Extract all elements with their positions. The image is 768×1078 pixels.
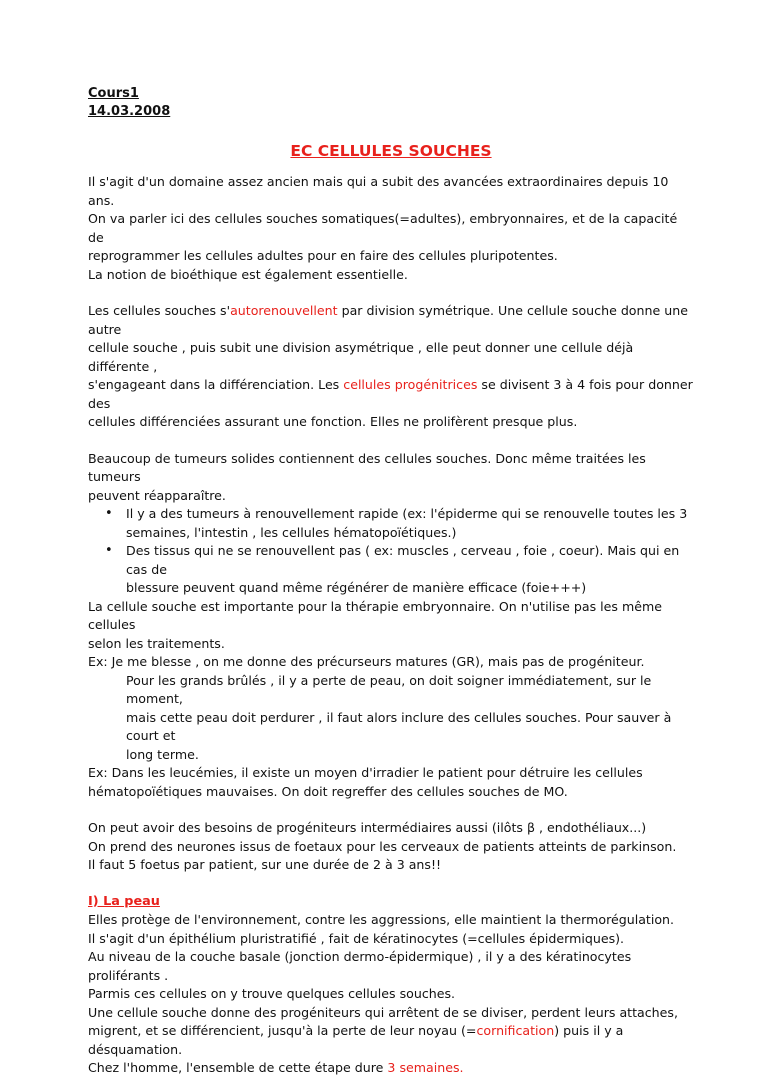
- text-line: Il s'agit d'un épithélium pluristratifié , fait de kératinocytes (=cellules épidermiques).: [88, 930, 625, 946]
- text-span: migrent, et se différencient, jusqu'à la perte de leur noyau (=: [88, 1023, 477, 1038]
- text-line: On va parler ici des cellules souches somatiques(=adultes), embryonnaires, et de la capacité de: [88, 211, 678, 245]
- text-line: La cellule souche est importante pour la thérapie embryonnaire. On n'utilise pas les même cellules: [88, 598, 663, 632]
- text-line: Il faut 5 foetus par patient, sur une durée de 2 à 3 ans!!: [88, 857, 442, 872]
- intro-paragraph: [88, 173, 694, 284]
- text-line: peuvent réapparaître.: [88, 487, 226, 503]
- text-span: Des tissus qui ne se renouvellent pas ( ex: muscles , cerveau , foie , coeur). Mais qui en cas de: [126, 543, 680, 577]
- text-line: hématopoïétiques mauvaises. On doit regreffer des cellules souches de MO.: [88, 783, 568, 799]
- text-line: Ex: Je me blesse , on me donne des précurseurs matures (GR), mais pas de progéniteur.: [88, 654, 645, 669]
- stem-cell-paragraph: [88, 302, 694, 432]
- text-span: par division symétrique. Une cellule souche donne une autre: [88, 303, 688, 337]
- text-line: selon les traitements.: [88, 635, 225, 651]
- progenitor-paragraph: [88, 819, 694, 875]
- text-line: On prend des neurones issus de foetaux pour les cerveaux de patients atteints de parkinson.: [88, 838, 677, 854]
- highlight-term: 3 semaines.: [387, 1060, 464, 1075]
- text-line: cellules différenciées assurant une fonction. Elles ne prolifèrent presque plus.: [88, 414, 578, 429]
- text-line: cellule souche , puis subit une division asymétrique , elle peut donner une cellule déjà différente ,: [88, 340, 634, 374]
- text-span: s'engageant dans la différenciation. Les: [88, 377, 344, 392]
- text-line: Ex: Dans les leucémies, il existe un moyen d'irradier le patient pour détruire les cellules: [88, 765, 643, 780]
- bullet-list: [88, 505, 694, 598]
- text-span: Chez l'homme, l'ensemble de cette étape dure: [88, 1060, 388, 1075]
- text-line: Beaucoup de tumeurs solides contiennent des cellules souches. Donc même traitées les tumeurs: [88, 450, 646, 484]
- text-line: Une cellule souche donne des progéniteurs qui arrêtent de se diviser, perdent leurs attaches,: [88, 1004, 678, 1020]
- list-item: [126, 542, 694, 598]
- indented-line: Pour les grands brûlés , il y a perte de peau, on doit soigner immédiatement, sur le moment,: [126, 672, 652, 706]
- list-item: [126, 505, 694, 542]
- text-span: se divisent 3 à 4 fois pour donner des: [88, 377, 693, 411]
- text-line: Parmis ces cellules on y trouve quelques cellules souches.: [88, 986, 456, 1001]
- section-title: I) La peau: [88, 893, 160, 909]
- text-span: blessure peuvent quand même régénérer de manière efficace (foie+++): [126, 580, 587, 595]
- document-title: EC CELLULES SOUCHES: [290, 142, 492, 160]
- tumor-paragraph: [88, 450, 694, 802]
- text-span: ) puis il y a désquamation.: [88, 1023, 624, 1057]
- course-label: Cours1: [88, 86, 139, 101]
- highlight-term: cellules progénitrices: [343, 377, 478, 392]
- text-line: [88, 376, 694, 413]
- text-line: reprogrammer les cellules adultes pour en faire des cellules pluripotentes.: [88, 248, 558, 263]
- text-line: [88, 302, 694, 339]
- text-line: Au niveau de la couche basale (jonction dermo-épidermique) , il y a des kératinocytes proliférants .: [88, 949, 632, 983]
- highlight-term: cornification: [476, 1023, 555, 1038]
- text-span: semaines, l'intestin , les cellules hématopoïétiques.): [126, 524, 457, 540]
- indented-line: mais cette peau doit perdurer , il faut alors inclure des cellules souches. Pour sauver à court et: [126, 709, 672, 743]
- text-line: [88, 1022, 694, 1059]
- text-span: Il y a des tumeurs à renouvellement rapide (ex: l'épiderme qui se renouvelle toutes les 3: [126, 506, 688, 521]
- document-page: [88, 85, 694, 1078]
- section-skin: [88, 893, 694, 1078]
- text-line: Elles protège de l'environnement, contre les aggressions, elle maintient la thermorégulation.: [88, 912, 675, 927]
- text-line: La notion de bioéthique est également essentielle.: [88, 266, 408, 282]
- text-line: [88, 1059, 694, 1078]
- text-line: Il s'agit d'un domaine assez ancien mais qui a subit des avancées extraordinaires depuis 10 ans.: [88, 174, 669, 208]
- text-span: Les cellules souches s': [88, 303, 231, 318]
- course-date: 14.03.2008: [88, 104, 171, 119]
- indented-line: long terme.: [126, 746, 199, 762]
- text-line: On peut avoir des besoins de progéniteurs intermédiaires aussi (ilôts β , endothéliaux...): [88, 820, 647, 835]
- highlight-term: autorenouvellent: [230, 303, 338, 318]
